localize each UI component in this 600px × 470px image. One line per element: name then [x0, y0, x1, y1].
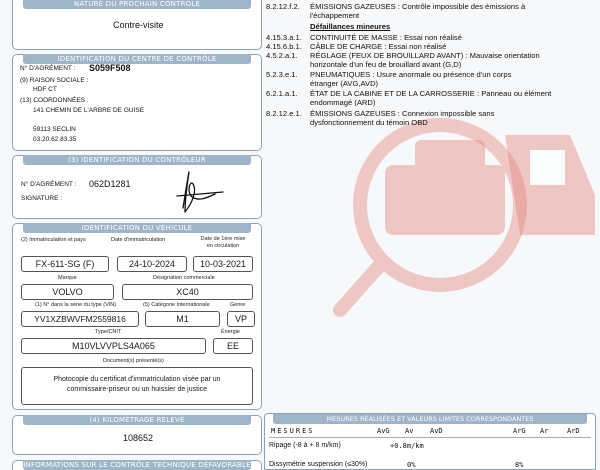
- controller-agrement-value: 062D1281: [89, 179, 131, 189]
- measures-col-ar: Ar: [540, 427, 549, 435]
- measures-col-avg: AvG: [377, 427, 390, 435]
- measures-col-arg: ArG: [513, 427, 526, 435]
- date-circ-field: 10-03-2021: [193, 256, 253, 272]
- measures-col-ard: ArD: [567, 427, 580, 435]
- defect-row-cont: l'échappement: [310, 11, 360, 20]
- centre-raison-label: (9) RAISON SOCIALE :: [20, 77, 89, 84]
- measures-row-label: Dissymétrie suspension (≤30%): [269, 461, 368, 468]
- measures-divider: [269, 437, 591, 438]
- next-visit-header: NATURE DU PROCHAIN CONTRÔLE: [23, 0, 251, 9]
- vehicle-header: IDENTIFICATION DU VÉHICULE: [23, 223, 251, 233]
- measures-row-value: 8%: [515, 461, 524, 469]
- controller-header: (3) IDENTIFICATION DU CONTRÔLEUR: [23, 155, 251, 165]
- defect-row-cont: endommagé (ARD): [310, 98, 376, 107]
- designation-field: XC40: [122, 284, 253, 300]
- defect-row: 4.15.6.b.1. CÂBLE DE CHARGE : Essai non réalisé: [266, 42, 447, 51]
- centre-address: 141 CHEMIN DE L'ARBRE DE GUISE: [33, 107, 145, 114]
- mileage-box: [12, 415, 262, 455]
- mileage-value: 108652: [123, 433, 154, 443]
- docs-field: [21, 367, 253, 405]
- docs-line-1: Photocopie du certificat d'immatriculation visée par un: [53, 376, 221, 383]
- marque-field: VOLVO: [21, 284, 114, 300]
- measures-col-av: Av: [405, 427, 414, 435]
- defect-row: 4.5.2.a.1. RÉGLAGE (FEUX DE BROUILLARD AVANT) : Mauvaise orientation: [266, 51, 540, 60]
- genre-label: Genre: [230, 302, 246, 308]
- centre-city: 59113 SECLIN: [33, 126, 76, 133]
- centre-agrement-value: S059F508: [89, 63, 131, 73]
- date-immat-field: 24-10-2024: [117, 256, 187, 272]
- type-field: M10VLVVPLS4A065: [21, 338, 206, 354]
- centre-agrement-label: N° D'AGRÉMENT :: [20, 65, 76, 72]
- defect-row-cont: étranger (AVG,AVD): [310, 79, 379, 88]
- defect-section-title: Défaillances mineures: [310, 22, 391, 31]
- measures-row-label: Ripage (-8 à + 8 m/km): [269, 442, 341, 449]
- immat-label: (2) Immatriculation et pays: [21, 237, 86, 243]
- controller-agrement-label: N° D'AGRÉMENT :: [21, 181, 77, 188]
- defect-row: 8.2.12.e.1. ÉMISSIONS GAZEUSES : Connexion impossible sans: [266, 109, 495, 118]
- type-label: Type/CNIT: [95, 329, 122, 335]
- measures-col-avd: AvD: [430, 427, 443, 435]
- measures-row-value: +0.8m/km: [390, 442, 424, 450]
- next-visit-value: Contre-visite: [113, 20, 164, 30]
- centre-raison-value: HDF CT: [33, 86, 57, 93]
- mileage-header: (4) KILOMÉTRAGE RELEVÉ: [23, 415, 251, 425]
- energie-label: Énergie: [221, 329, 240, 335]
- controller-box: [12, 155, 262, 219]
- measures-row-value: 0%: [407, 461, 416, 469]
- date-immat-label: Date d'immatriculation: [111, 237, 166, 243]
- controller-signature: [163, 168, 233, 216]
- defect-row: 4.15.3.a.1. CONTINUITÉ DE MASSE : Essai non réalisé: [266, 33, 462, 42]
- centre-box: [12, 54, 262, 151]
- centre-phone: 03.20.62.83.35: [33, 136, 77, 143]
- defect-row-cont: horizontale d'un feu de brouillard avant (G,D): [310, 60, 462, 69]
- energie-field: EE: [213, 338, 253, 354]
- defect-row: 8.2.12.f.2. ÉMISSIONS GAZEUSES : Contrôle impossible des émissions à: [266, 2, 526, 11]
- immat-field: FX-611-SG (F): [21, 256, 109, 272]
- centre-header: IDENTIFICATION DU CENTRE DE CONTRÔLE: [23, 54, 251, 64]
- defect-row: 5.2.3.e.1. PNEUMATIQUES : Usure anormale ou présence d'un corps: [266, 70, 512, 79]
- vehicle-watermark-icon: [330, 95, 600, 325]
- genre-field: VP: [227, 311, 255, 327]
- categorie-field: M1: [145, 311, 220, 327]
- defect-row-cont: dysfonctionnement du témoin OBD: [310, 118, 428, 127]
- measures-header: MESURES RÉALISÉES ET VALEURS LIMITES CORRESPONDANTES: [273, 414, 587, 424]
- next-visit-box: [12, 0, 262, 50]
- measures-box: [264, 413, 596, 470]
- vin-field: YV1XZBWVFM2559816: [21, 311, 139, 327]
- measures-col-label: MESURES: [271, 427, 315, 435]
- technical-header: INFORMATIONS SUR LE CONTRÔLE TECHNIQUE DÉFAVORABLE: [23, 461, 251, 469]
- marque-label: Marque: [58, 275, 77, 281]
- date-circ-label: Date de 1ère mise en circulation: [200, 236, 246, 249]
- categorie-label: (5) Catégorie internationale: [143, 302, 210, 308]
- vin-label: (1) N° dans la série du type (VIN): [35, 302, 117, 308]
- docs-label: Document(s) présenté(s): [103, 358, 164, 364]
- defect-row: 6.2.1.a.1. ÉTAT DE LA CABINE ET DE LA CARROSSERIE : Panneau ou élément: [266, 89, 552, 98]
- centre-coord-label: (13) COORDONNÉES :: [20, 97, 89, 104]
- vehicle-box: [12, 223, 262, 410]
- docs-line-2: commissaire-priseur ou un huissier de justice: [66, 386, 208, 393]
- controller-signature-label: SIGNATURE :: [21, 195, 63, 202]
- designation-label: Désignation commerciale: [153, 275, 215, 281]
- technical-box: [12, 460, 262, 470]
